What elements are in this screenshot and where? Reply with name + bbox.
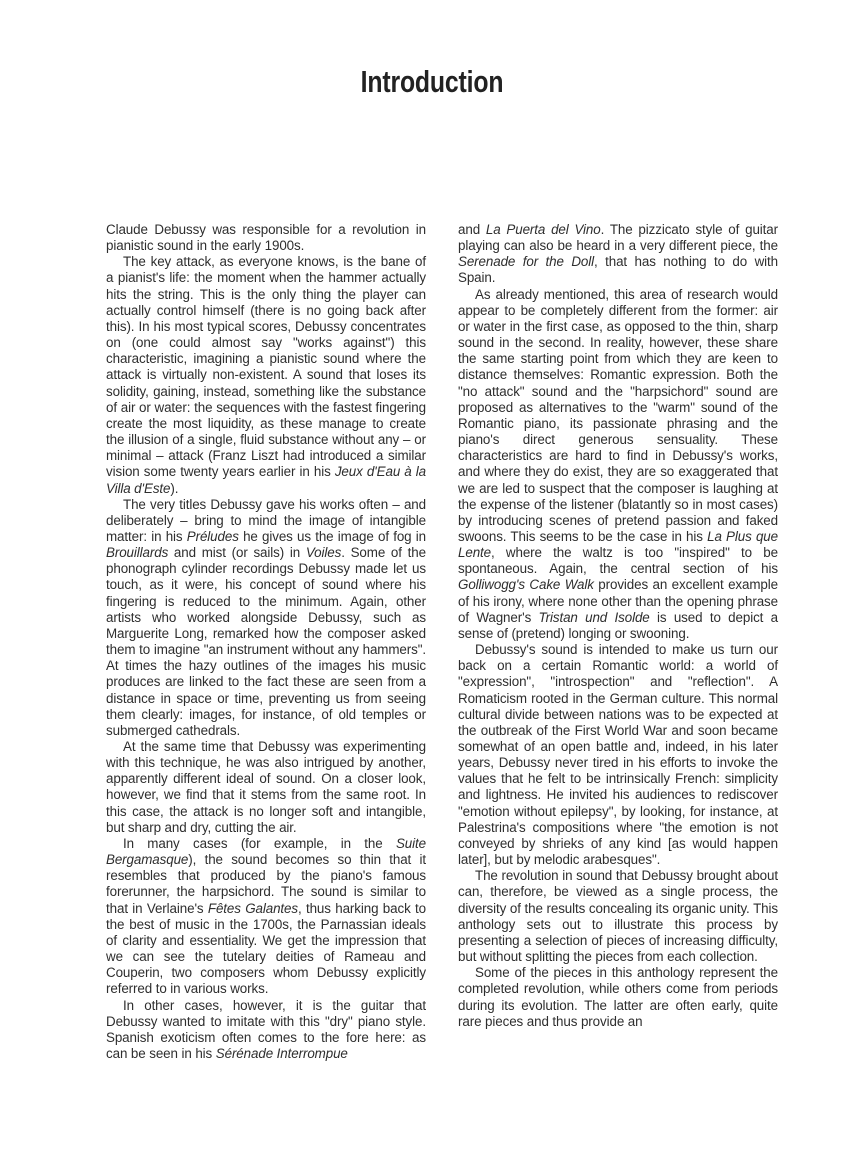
paragraph	[458, 287, 778, 642]
text-run: At the same time that Debussy was experimenting with this technique, he was also intrigued by another, apparently different ideal of sound. On a closer look, however, we find that it stems from the same root. In this case, the attack is no longer soft and intangible, but sharp and dry, cutting the air.	[106, 739, 426, 835]
text-run: The key attack, as everyone knows, is the bane of a pianist's life: the moment when the hammer actually hits the string. This is the only thing the player can actually control himself (there is no going back after this). In his most typical scores, Debussy concentrates on (one could almost say "works against") this characteristic, imagining a pianistic sound where the attack is virtually non-existent. A sound that loses its solidity, gaining, instead, something like the substance of air or water: the sequences with the fastest fingering create the most liquidity, as these manage to create the illusion of a single, fluid substance without any – or minimal – attack (Franz Liszt had introduced a similar vision some twenty years earlier in his	[106, 254, 426, 480]
text-run: The revolution in sound that Debussy brought about can, therefore, be viewed as a single process, the diversity of the results concealing its organic unity. This anthology sets out to illustrate this process by presenting a selection of pieces of increasing difficulty, but without splitting the pieces from each collection.	[458, 868, 778, 965]
italic-text-run: Golliwogg's Cake Walk	[458, 577, 594, 593]
text-run: Debussy's sound is intended to make us turn our back on a certain Romantic world: a world of "expression", "introspection" and "reflection". A Romaticism rooted in the German culture. This normal cultural divide between nations was to be expected at the outbreak of the First World War and soon became somewhat of an open battle and, indeed, in his later years, Debussy never tired in his efforts to invoke the values that he felt to be intrinsically French: simplicity and lightness. He invited his audiences to rediscover "emotion without epilepsy", by looking, for instance, at Palestrina's compositions where "the emotion is not conveyed by shrieks of any kind [as would happen later], but by melodic arabesques".	[458, 642, 778, 868]
paragraph	[106, 254, 426, 496]
italic-text-run: La Plus que Lente	[458, 528, 778, 561]
left-column	[106, 222, 426, 1062]
text-run: ).	[170, 480, 179, 496]
right-column	[458, 222, 778, 1062]
text-run: , where the waltz is too "inspired" to be spontaneous. Again, the central section of his	[458, 545, 778, 577]
text-run: As already mentioned, this area of research would appear to be completely different from the former: air or water in the first case, as opposed to the thin, sharp sound in the second. In reality, however, these share the same starting point from which they are keen to distance themselves: Romantic expression. Both the "no attack" sound and the "harpsichord" sound are proposed as alternatives to the "warm" sound of the Romantic piano, its passionate phrasing and the piano's direct generous sensuality. These characteristics are hard to find in Debussy's works, and where they do exist, they are so exaggerated that we are led to suspect that the composer is laughing at the expense of the listener (blatantly so in most cases) by introducing scenes of pretend passion and faked swoons. This seems to be the case in his	[458, 286, 778, 544]
italic-text-run: Jeux d'Eau à la Villa d'Este	[106, 464, 426, 496]
page-title: Introduction	[360, 64, 504, 99]
text-run: and mist (or sails) in	[168, 545, 306, 561]
text-run: and	[458, 222, 486, 237]
text-run: In many cases (for example, in the	[123, 835, 396, 851]
two-column-text-block	[106, 222, 778, 1062]
text-run: is used to depict a sense of (pretend) longing or swooning.	[458, 609, 778, 641]
text-run: Claude Debussy was responsible for a revolution in pianistic sound in the early 1900s.	[106, 222, 426, 254]
paragraph	[106, 998, 426, 1063]
paragraph	[106, 836, 426, 998]
italic-text-run: Serenade for the Doll	[458, 254, 595, 270]
paragraph	[458, 642, 778, 868]
italic-text-run: La Puerta del Vino	[485, 222, 601, 237]
italic-text-run: Brouillards	[106, 545, 169, 561]
text-run: . The pizzicato style of guitar playing can also be heard in a very different piece, the	[458, 222, 778, 254]
text-run: , that has nothing to do with Spain.	[458, 254, 779, 286]
paragraph	[106, 497, 426, 739]
text-run: . Some of the phonograph cylinder recordings Debussy made let us touch, as it were, his concept of sound where his fingering is reduced to the minimum. Again, other artists who worked alongside Debussy, such as Marguerite Long, remarked how the composer asked them to imagine "an instrument without any hammers". At times the hazy outlines of the images his music produces are linked to the fact these are seen from a distance in space or time, preventing us from seeing them clearly: images, for instance, of old temples or submerged cathedrals.	[106, 545, 426, 738]
text-run: In other cases, however, it is the guitar that Debussy wanted to imitate with this "dry" piano style. Spanish exoticism often comes to the fore here: as can be seen in his	[106, 997, 426, 1061]
text-run: provides an excellent example of his irony, where none other than the opening phrase of Wagner's	[458, 577, 778, 625]
paragraph	[458, 222, 778, 287]
paragraph	[458, 965, 778, 1030]
text-run: he gives us the image of fog in	[238, 528, 427, 544]
italic-text-run: Voiles	[305, 545, 342, 561]
text-run: The very titles Debussy gave his works often – and deliberately – bring to mind the image of intangible matter: in his	[106, 496, 426, 544]
italic-text-run: Tristan und Isolde	[538, 609, 650, 625]
paragraph	[106, 222, 426, 254]
text-run: Some of the pieces in this anthology represent the completed revolution, while others come from periods during its evolution. The latter are often early, quite rare pieces and thus provide an	[458, 965, 778, 1029]
italic-text-run: Sérénade Interrompue	[215, 1045, 348, 1061]
paragraph	[106, 739, 426, 836]
italic-text-run: Préludes	[186, 528, 239, 544]
text-run: ), the sound becomes so thin that it resembles that produced by the piano's famous forerunner, the harpsichord. The sound is similar to that in Verlaine's	[106, 852, 426, 916]
text-run: , thus harking back to the best of music in the 1700s, the Parnassian ideals of clarity and essentiality. We get the impression that we can see the tutelary deities of Rameau and Couperin, two composers whom Debussy explicitly referred to in various works.	[106, 900, 426, 997]
italic-text-run: Fêtes Galantes	[207, 900, 298, 916]
italic-text-run: Suite Bergamasque	[106, 835, 426, 868]
paragraph	[458, 868, 778, 965]
